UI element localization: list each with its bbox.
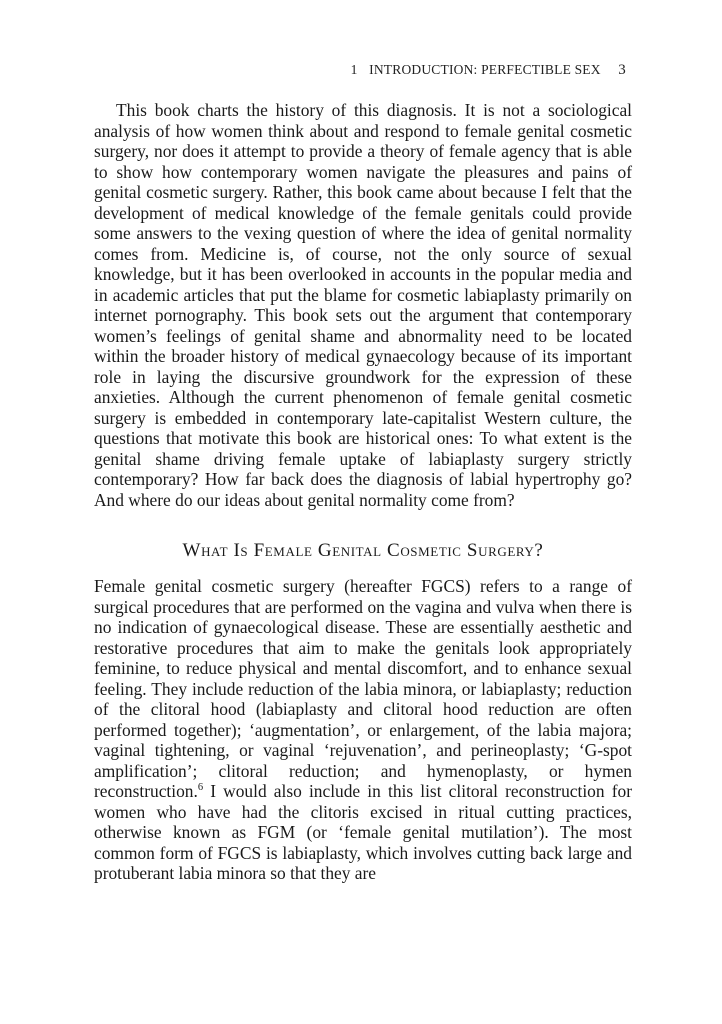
- running-header: [351, 62, 626, 79]
- page-number: 3: [618, 62, 626, 78]
- footnote-marker[interactable]: 6: [197, 782, 204, 794]
- chapter-number: 1: [350, 62, 358, 77]
- paragraph-2-text-end: I would also include in this list clitoral reconstruction for women who have had the clitoris excised in ritual cutting practices, otherwise known as FGM (or ‘female genital mutilation’). The most common form of FGCS is labiaplasty, which involves cutting back large and protuberant labia minora so that they are: [94, 781, 632, 883]
- section-heading: What Is Female Genital Cosmetic Surgery?: [182, 540, 544, 561]
- body-text: [94, 100, 632, 884]
- chapter-title: INTRODUCTION: PERFECTIBLE SEX: [369, 62, 601, 77]
- paragraph-2: [94, 576, 632, 884]
- paragraph-2-text-start: Female genital cosmetic surgery (hereafter FGCS) refers to a range of surgical procedures that are performed on the vagina and vulva when there is no indication of gynaecological disease. These are essentially aesthetic and restorative procedures that aim to make the genitals look appropriately feminine, to reduce physical and mental discomfort, and to enhance sexual feeling. They include reduction of the labia minora, or labiaplasty; reduction of the clitoral hood (labiaplasty and clitoral hood reduction are often performed together); ‘augmentation’, or enlargement, of the labia majora; vaginal tightening, or vaginal ‘rejuvenation’, and perineoplasty; ‘G-spot amplification’; clitoral reduction; and hymenoplasty, or hymen reconstruction.: [94, 576, 632, 801]
- paragraph-1: This book charts the history of this diagnosis. It is not a sociological analysis of how women think about and respond to female genital cosmetic surgery, nor does it attempt to provide a theory of female agency that is able to show how contemporary women navigate the pleasures and pains of genital cosmetic surgery. Rather, this book came about because I felt that the development of medical knowledge of the female genitals could provide some answers to the vexing question of where the idea of genital normality comes from. Medicine is, of course, not the only source of sexual knowledge, but it has been overlooked in accounts in the popular media and in academic articles that put the blame for cosmetic labiaplasty primarily on internet pornography. This book sets out the argument that contemporary women’s feelings of genital shame and abnormality need to be located within the broader history of medical gynaecology because of its important role in laying the discursive groundwork for the expression of these anxieties. Although the current phenomenon of female genital cosmetic surgery is embedded in contemporary late-capitalist Western culture, the questions that motivate this book are historical ones: To what extent is the genital shame driving female uptake of labiaplasty surgery strictly contemporary? How far back does the diagnosis of labial hypertrophy go? And where do our ideas about genital normality come from?: [94, 100, 632, 510]
